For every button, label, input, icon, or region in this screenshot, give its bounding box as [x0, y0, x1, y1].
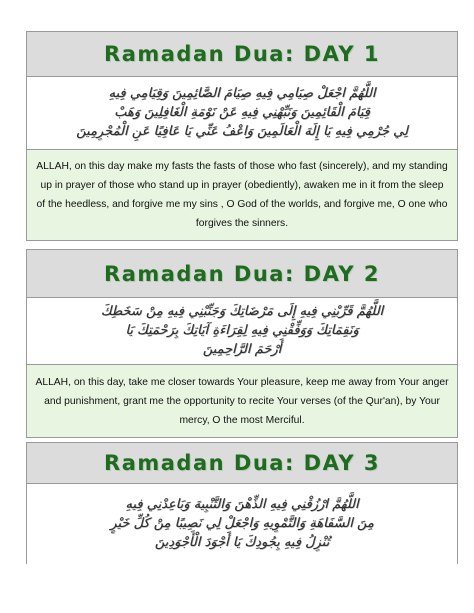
day1-arabic-line: لِي جُرْمِي فِيهِ يَا إِلَهَ الْعَالَمِينَ وَاعْفُ عَنِّي يَا عَافِيًا عَنِ الْمُجْرِمِينَ [76, 124, 408, 139]
day1-arabic-block [27, 76, 457, 149]
day2-arabic-line: اللَّهُمَّ قَرِّبْنِي فِيهِ إِلَى مَرْضَاتِكَ وَجَنِّبْنِي فِيهِ مِنْ سَخَطِكَ [100, 304, 384, 319]
day2-translation: ALLAH, on this day, take me closer towards Your pleasure, keep me away from Your anger and punishment, grant me the opportunity to recite Your verses (of the Qur'an), by Your mercy, O the most Merciful. [35, 376, 449, 426]
day2-arabic-line: وَنَقِمَاتِكَ وَوَفِّقْنِي فِيهِ لِقِرَاءَةِ آيَاتِكَ بِرَحْمَتِكَ يَا [125, 323, 359, 338]
day1-card [26, 31, 458, 241]
day2-title-band [27, 250, 457, 297]
day2-title: Ramadan Dua: DAY 2 [104, 261, 380, 286]
day3-arabic-block [27, 483, 457, 564]
day3-title-band [27, 443, 457, 483]
day3-arabic-line: اللَّهُمَّ ارْزُقْنِي فِيهِ الذِّهْنَ وَالتَّنْبِيهَ وَبَاعِدْنِي فِيهِ [125, 497, 359, 512]
day1-translation-block [27, 149, 457, 240]
day2-card [26, 249, 458, 438]
day1-title-band [27, 32, 457, 76]
day3-title: Ramadan Dua: DAY 3 [104, 451, 380, 475]
day1-title: Ramadan Dua: DAY 1 [104, 42, 380, 66]
day1-arabic-line: اللَّهُمَّ اجْعَلْ صِيَامِي فِيهِ صِيَامَ الصَّائِمِينَ وَقِيَامِي فِيهِ [108, 86, 376, 101]
day3-arabic-line: مِنَ السَّفَاهَةِ وَالتَّمْوِيهِ وَاجْعَلْ لِي نَصِيبًا مِنْ كُلِّ خَيْرٍ [110, 516, 374, 531]
day3-arabic-line: تُنْزِلُ فِيهِ بِجُودِكَ يَا أَجْوَدَ الْأَجْوَدِينَ [154, 535, 330, 550]
day3-card [26, 442, 458, 564]
day1-arabic-line: قِيَامَ الْقَائِمِينَ وَنَبِّهْنِي فِيهِ عَنْ نَوْمَةِ الْغَافِلِينَ وَهَبْ [114, 105, 370, 120]
day1-translation: ALLAH, on this day make my fasts the fasts of those who fast (sincerely), and my standing up in prayer of those who stand up in prayer (obediently), awaken me in it from the sleep of the heedless, and forgive me my sins , O God of the worlds, and forgive me, O one who forgives the sinners. [36, 161, 448, 229]
day2-translation-block [27, 364, 457, 437]
day2-arabic-line: أَرْحَمَ الرَّاحِمِينَ [202, 342, 282, 357]
day2-arabic-block [27, 297, 457, 364]
